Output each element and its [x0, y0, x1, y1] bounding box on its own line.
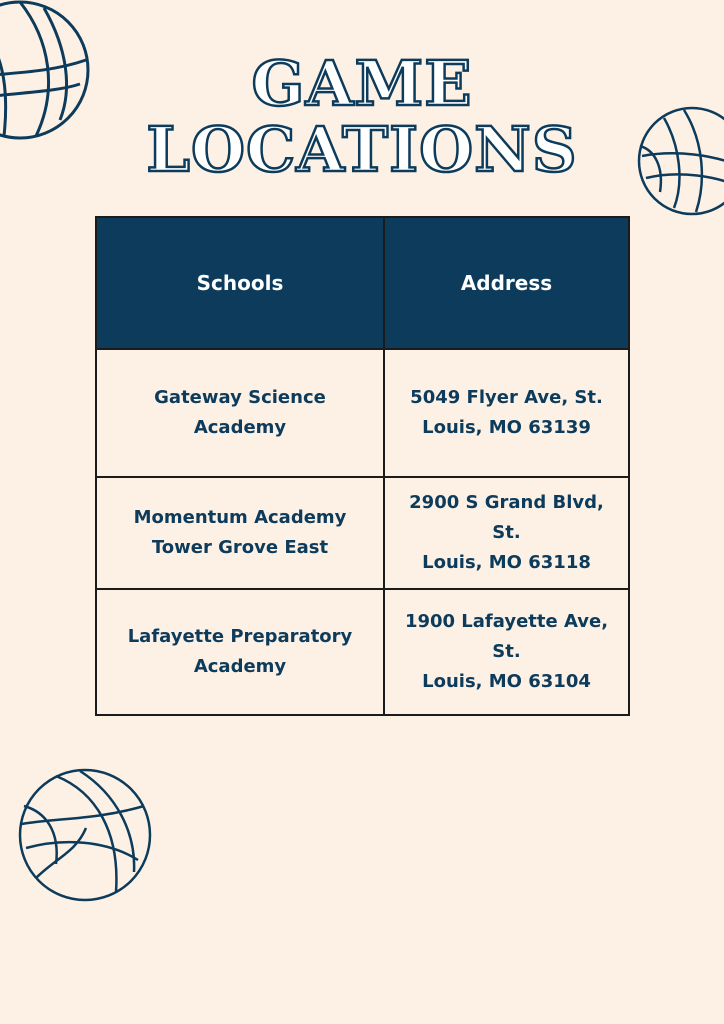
school-cell: [96, 349, 384, 477]
address-cell: [384, 349, 629, 477]
table-row: [96, 349, 629, 477]
school-name-line: Momentum Academy: [133, 507, 347, 528]
address-line: 2900 S Grand Blvd, St.: [409, 492, 604, 543]
volleyball-icon: [16, 768, 154, 904]
address-line: Louis, MO 63139: [422, 417, 591, 438]
address-line: 1900 Lafayette Ave, St.: [404, 611, 609, 662]
address-line: Louis, MO 63118: [422, 552, 591, 573]
school-name-line: Academy: [193, 656, 287, 677]
page-title-line1: GAME: [251, 47, 473, 120]
page-title-line2: LOCATIONS: [146, 113, 578, 186]
address-line: Louis, MO 63104: [422, 671, 591, 692]
column-header-address: Address: [384, 217, 629, 349]
column-header-schools: Schools: [96, 217, 384, 349]
school-name-line: Tower Grove East: [151, 537, 329, 558]
school-name-line: Gateway Science: [154, 387, 326, 408]
address-line: 5049 Flyer Ave, St.: [410, 387, 603, 408]
address-cell: [384, 477, 629, 589]
table-row: [96, 589, 629, 715]
address-cell: [384, 589, 629, 715]
school-cell: [96, 477, 384, 589]
school-name-line: Academy: [193, 417, 287, 438]
locations-table: [95, 216, 630, 716]
school-name-line: Lafayette Preparatory: [127, 626, 353, 647]
school-cell: [96, 589, 384, 715]
table-row: [96, 477, 629, 589]
table-header-row: [96, 217, 629, 349]
